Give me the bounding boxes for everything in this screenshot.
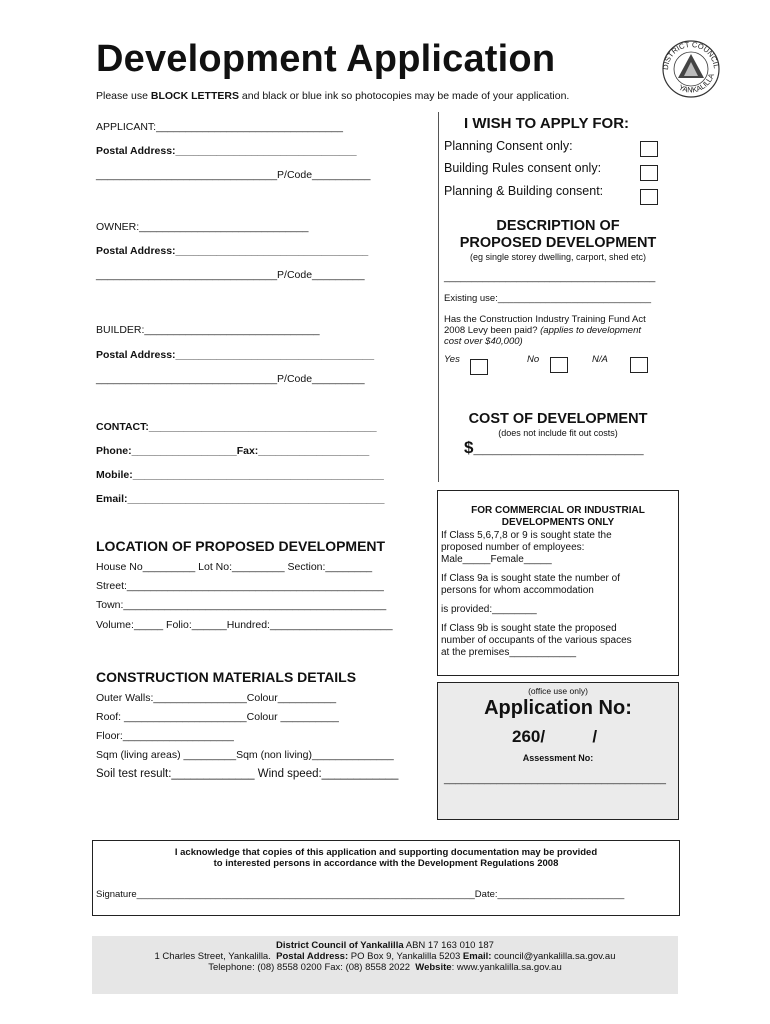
option-planning-label: Planning Consent only:	[444, 139, 573, 153]
cost-heading: COST OF DEVELOPMENT	[468, 411, 648, 427]
applicant-postal-field[interactable]: Postal Address:_______________________________	[96, 145, 357, 157]
description-example: (eg single storey dwelling, carport, shed etc)	[469, 252, 647, 262]
existing-use-field[interactable]: Existing use:_____________________________	[444, 293, 652, 304]
planning-building-checkbox[interactable]	[640, 189, 658, 205]
commercial-line-1: If Class 5,6,7,8 or 9 is sought state the	[441, 530, 612, 541]
builder-field[interactable]: BUILDER:______________________________	[96, 324, 320, 336]
occupants-field[interactable]: at the premises____________	[441, 647, 577, 658]
column-divider	[438, 112, 439, 482]
citf-line-2: 2008 Levy been paid? (applies to development	[444, 325, 642, 336]
citf-line-3: cost over $40,000)	[444, 336, 523, 347]
page-title: Development Application	[96, 38, 556, 80]
planning-consent-checkbox[interactable]	[640, 141, 658, 157]
svg-text:DISTRICT COUNCIL: DISTRICT COUNCIL	[660, 39, 721, 71]
house-lot-section-field[interactable]: House No_________ Lot No:_________ Section:________	[96, 561, 373, 573]
email-field[interactable]: Email:____________________________________________	[96, 493, 385, 505]
apply-heading: I WISH TO APPLY FOR:	[464, 115, 630, 132]
description-heading-1: DESCRIPTION OF	[496, 218, 620, 234]
commercial-heading-1: FOR COMMERCIAL OR INDUSTRIAL	[471, 505, 645, 516]
levy-no-checkbox[interactable]	[550, 357, 568, 373]
footer-line-3: Telephone: (08) 8558 0200 Fax: (08) 8558 2022 Website: www.yankalilla.sa.gov.au	[208, 962, 562, 973]
phone-fax-field[interactable]: Phone:__________________Fax:___________________	[96, 445, 370, 457]
commercial-line-8: number of occupants of the various spaces	[441, 635, 632, 646]
signature-date-field[interactable]: Signature________________________________________________________________Date:________________________	[96, 889, 625, 900]
office-use-note: (office use only)	[528, 686, 588, 696]
floor-field[interactable]: Floor:___________________	[96, 730, 234, 742]
building-consent-checkbox[interactable]	[640, 165, 658, 181]
sqm-field[interactable]: Sqm (living areas) _________Sqm (non living)______________	[96, 749, 394, 761]
footer-line-1: District Council of Yankalilla ABN 17 163 010 187	[276, 940, 494, 951]
cost-note: (does not include fit out costs)	[498, 428, 618, 438]
instructions: Please use BLOCK LETTERS and black or blue ink so photocopies may be made of your application.	[96, 90, 570, 102]
application-no-value: 260/ /	[512, 727, 598, 746]
commercial-line-2: proposed number of employees:	[441, 542, 585, 553]
owner-field[interactable]: OWNER:_____________________________	[96, 221, 309, 233]
materials-heading: CONSTRUCTION MATERIALS DETAILS	[96, 669, 357, 685]
application-no-label: Application No:	[484, 697, 632, 719]
employees-field[interactable]: Male_____Female_____	[441, 554, 552, 565]
acknowledge-line-2: to interested persons in accordance with the Development Regulations 2008	[213, 858, 559, 869]
applicant-field[interactable]: APPLICANT:________________________________	[96, 121, 343, 133]
volume-folio-hundred-field[interactable]: Volume:_____ Folio:______Hundred:_____________________	[96, 619, 393, 631]
assessment-label: Assessment No:	[522, 753, 594, 763]
commercial-heading-2: DEVELOPMENTS ONLY	[501, 517, 615, 528]
town-field[interactable]: Town:_____________________________________________	[96, 599, 387, 611]
builder-postal-field[interactable]: Postal Address:__________________________________	[96, 349, 375, 361]
cost-field[interactable]: $__________________	[464, 438, 644, 457]
soil-wind-field[interactable]: Soil test result:_____________ Wind speed:____________	[96, 768, 399, 780]
description-heading-2: PROPOSED DEVELOPMENT	[459, 235, 657, 251]
levy-na-checkbox[interactable]	[630, 357, 648, 373]
commercial-line-4: If Class 9a is sought state the number of	[441, 573, 620, 584]
na-label: N/A	[592, 354, 608, 365]
council-seal-logo	[658, 36, 724, 98]
svg-text:YANKALILLA: YANKALILLA	[677, 72, 716, 95]
yes-label: Yes	[444, 354, 460, 365]
levy-yes-checkbox[interactable]	[470, 359, 488, 375]
citf-line-1: Has the Construction Industry Training Fund Act	[444, 314, 646, 325]
acknowledge-line-1: I acknowledge that copies of this application and supporting documentation may be provided	[174, 847, 598, 858]
option-both-label: Planning & Building consent:	[444, 184, 604, 198]
street-field[interactable]: Street:____________________________________________	[96, 580, 384, 592]
description-line[interactable]: ______________________________________	[444, 272, 656, 283]
footer-line-2: 1 Charles Street, Yankalilla. Postal Address: PO Box 9, Yankalilla 5203 Email: council@yankalilla.sa.gov.au	[154, 951, 616, 962]
assessment-field[interactable]: ______________________________________	[444, 773, 666, 785]
no-label: No	[527, 354, 540, 365]
commercial-line-7: If Class 9b is sought state the proposed	[441, 623, 617, 634]
applicant-pcode-field[interactable]: _______________________________P/Code__________	[96, 169, 371, 181]
accommodation-field[interactable]: is provided:________	[441, 604, 537, 615]
option-building-label: Building Rules consent only:	[444, 161, 602, 175]
builder-pcode-field[interactable]: _______________________________P/Code_________	[96, 373, 365, 385]
owner-postal-field[interactable]: Postal Address:_________________________________	[96, 245, 369, 257]
roof-field[interactable]: Roof: _____________________Colour __________	[96, 711, 339, 723]
owner-pcode-field[interactable]: _______________________________P/Code_________	[96, 269, 365, 281]
contact-field[interactable]: CONTACT:_______________________________________	[96, 421, 377, 433]
outer-walls-field[interactable]: Outer Walls:________________Colour__________	[96, 692, 337, 704]
commercial-line-5: persons for whom accommodation	[441, 585, 594, 596]
location-heading: LOCATION OF PROPOSED DEVELOPMENT	[96, 538, 386, 554]
mobile-field[interactable]: Mobile:___________________________________________	[96, 469, 384, 481]
